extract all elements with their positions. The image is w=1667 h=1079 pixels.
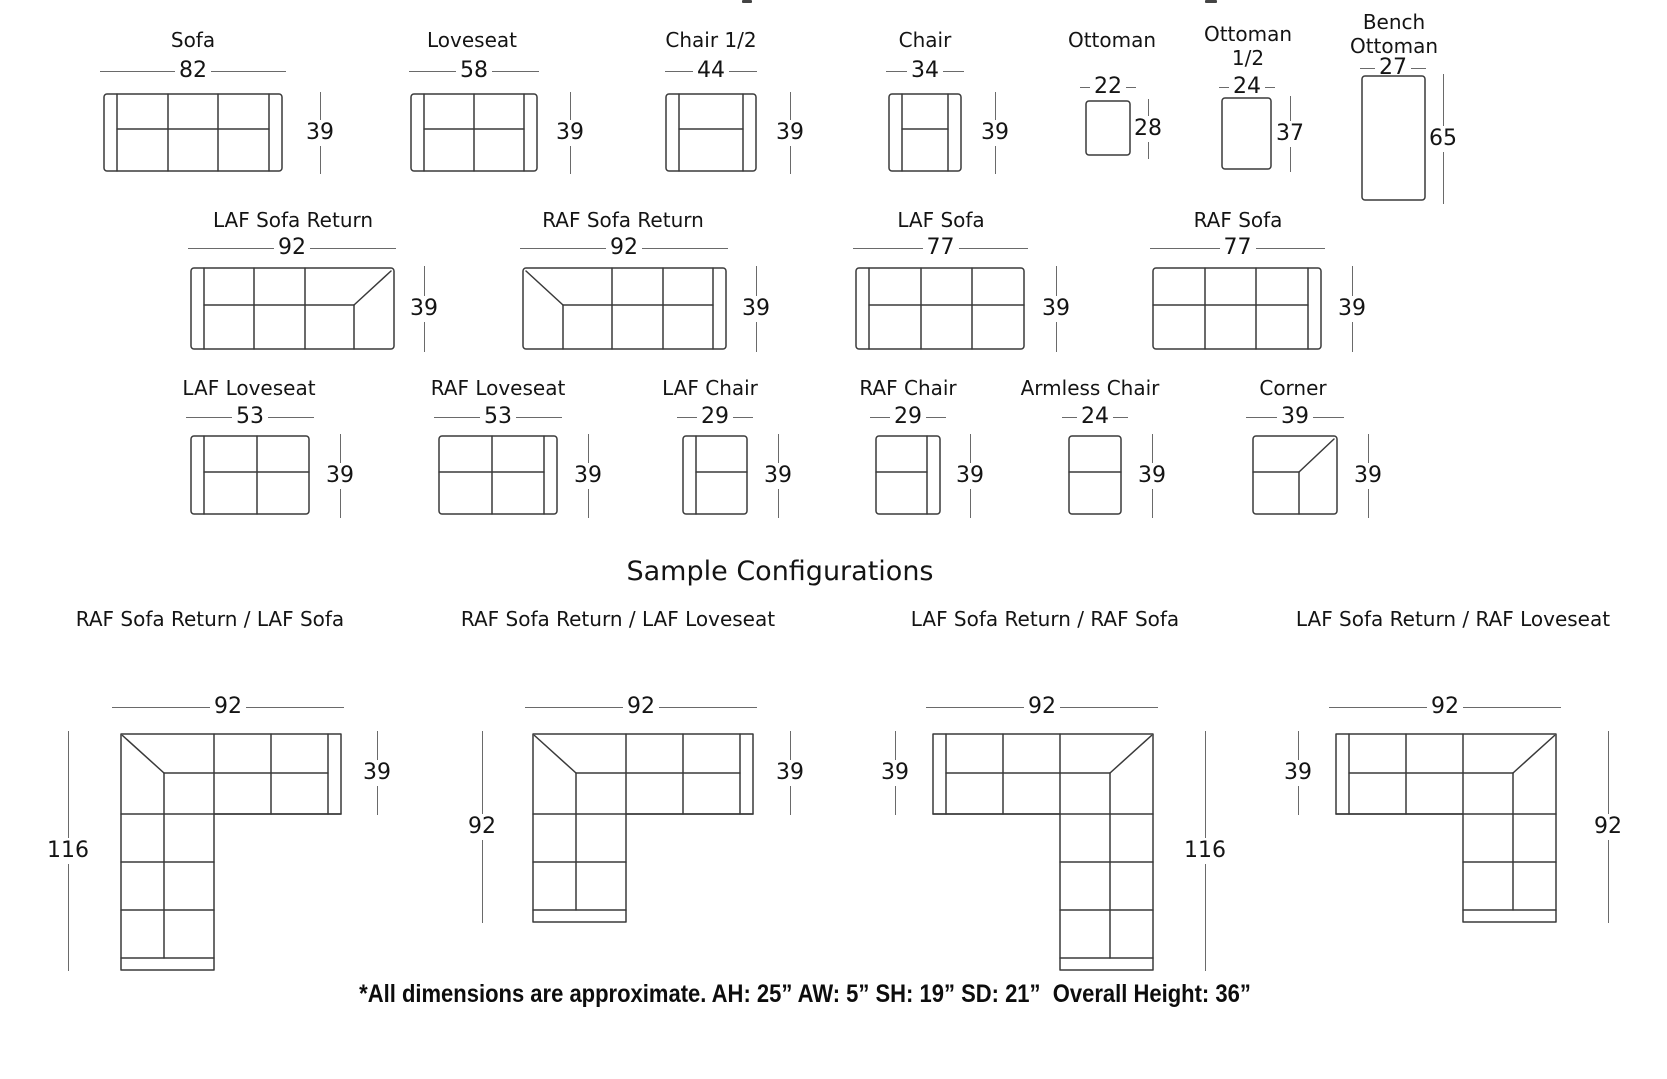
raf-sofa-return-top-view-diagram (522, 267, 727, 350)
width-value: 34 (911, 58, 939, 83)
width-value: 29 (894, 404, 922, 429)
clipped-title-fragment (1205, 0, 1217, 3)
width-value: 92 (278, 235, 306, 260)
piece-label: RAF Loveseat (430, 376, 566, 400)
piece-label: Ottoman (1067, 28, 1157, 52)
depth-value: 39 (574, 463, 602, 488)
sectional-config-diagram (532, 733, 754, 923)
depth-dimension (1354, 434, 1382, 518)
depth-dimension (742, 266, 770, 352)
laf-sofa-return-top-view-diagram (190, 267, 395, 350)
depth-value: 28 (1134, 116, 1162, 141)
overall-height-dimension (47, 731, 89, 971)
overall-width-dimension (112, 696, 344, 718)
width-dimension (677, 406, 753, 428)
piece-label: Sofa (170, 28, 216, 52)
width-value: 77 (1223, 235, 1252, 260)
overall-width-dimension (525, 696, 757, 718)
depth-dimension (574, 434, 602, 518)
piece-label: RAF Sofa Return (542, 208, 704, 232)
depth-dimension (1284, 731, 1312, 815)
overall-width-value: 92 (214, 694, 242, 719)
width-value: 39 (1281, 404, 1309, 429)
depth-value: 37 (1276, 121, 1304, 146)
depth-value: 65 (1429, 126, 1457, 151)
armless-chair-top-view-diagram (1068, 435, 1122, 515)
ottoman-top-view-diagram (1085, 100, 1131, 156)
width-value: 27 (1379, 55, 1407, 80)
chair-top-view-diagram (888, 93, 962, 172)
overall-width-value: 92 (1431, 694, 1459, 719)
loveseat-top-view-diagram (410, 93, 538, 172)
width-dimension (1219, 76, 1275, 98)
piece-label: Chair (898, 28, 952, 52)
depth-value: 39 (956, 463, 984, 488)
overall-height-value: 116 (47, 838, 89, 863)
piece-label: Bench Ottoman (1349, 10, 1439, 58)
depth-dimension (410, 266, 438, 352)
depth-value: 39 (326, 463, 354, 488)
width-value: 24 (1233, 74, 1261, 99)
config-label: LAF Sofa Return / RAF Loveseat (1295, 607, 1611, 631)
width-value: 92 (610, 235, 638, 260)
raf-sofa-top-view-diagram (1152, 267, 1322, 350)
raf-chair-top-view-diagram (875, 435, 941, 515)
width-value: 44 (697, 58, 725, 83)
section-heading: Sample Configurations (626, 556, 934, 587)
width-dimension (1062, 406, 1128, 428)
depth-value: 39 (556, 120, 584, 145)
ottoman-half-top-view-diagram (1221, 97, 1272, 170)
depth-dimension (1338, 266, 1366, 352)
width-value: 82 (179, 58, 207, 83)
depth-dimension (1138, 434, 1166, 518)
width-dimension (853, 237, 1028, 259)
config-label: LAF Sofa Return / RAF Sofa (910, 607, 1180, 631)
overall-height-value: 116 (1184, 838, 1226, 863)
overall-width-dimension (1329, 696, 1561, 718)
width-dimension (434, 406, 562, 428)
depth-dimension (956, 434, 984, 518)
depth-dimension (326, 434, 354, 518)
depth-value: 39 (1284, 760, 1312, 785)
overall-width-value: 92 (627, 694, 655, 719)
depth-dimension (776, 92, 804, 174)
clipped-title-fragment (742, 0, 752, 3)
piece-label: Corner (1259, 376, 1327, 400)
corner-top-view-diagram (1252, 435, 1338, 515)
piece-label: LAF Chair (662, 376, 758, 400)
depth-value: 39 (776, 760, 804, 785)
depth-value: 39 (1138, 463, 1166, 488)
depth-value: 39 (764, 463, 792, 488)
overall-height-value: 92 (1594, 814, 1622, 839)
width-value: 22 (1094, 74, 1122, 99)
dimensions-footnote: *All dimensions are approximate. AH: 25” AW: 5” SH: 19” SD: 21” Overall Height: 36” (359, 980, 1251, 1008)
depth-dimension (363, 731, 391, 815)
width-dimension (1080, 76, 1136, 98)
depth-dimension (776, 731, 804, 815)
width-dimension (188, 237, 396, 259)
depth-dimension (556, 92, 584, 174)
width-dimension (1246, 406, 1344, 428)
piece-label: Ottoman 1/2 (1203, 22, 1293, 70)
piece-label: Loveseat (427, 28, 517, 52)
overall-height-dimension (1594, 731, 1622, 923)
laf-sofa-top-view-diagram (855, 267, 1025, 350)
width-dimension (100, 60, 286, 82)
depth-dimension (1429, 74, 1457, 204)
overall-height-dimension (468, 731, 496, 923)
depth-value: 39 (363, 760, 391, 785)
depth-value: 39 (881, 760, 909, 785)
width-value: 29 (701, 404, 729, 429)
piece-label: RAF Sofa (1193, 208, 1283, 232)
piece-label: Chair 1/2 (665, 28, 757, 52)
laf-loveseat-top-view-diagram (190, 435, 310, 515)
depth-value: 39 (306, 120, 334, 145)
raf-loveseat-top-view-diagram (438, 435, 558, 515)
sectional-config-diagram (932, 733, 1154, 971)
width-dimension (870, 406, 946, 428)
width-dimension (409, 60, 539, 82)
depth-value: 39 (742, 296, 770, 321)
width-value: 77 (926, 235, 955, 260)
depth-value: 39 (776, 120, 804, 145)
width-dimension (665, 60, 757, 82)
laf-chair-top-view-diagram (682, 435, 748, 515)
depth-dimension (881, 731, 909, 815)
piece-label: LAF Loveseat (182, 376, 316, 400)
piece-label: RAF Chair (859, 376, 957, 400)
depth-value: 39 (1042, 296, 1070, 321)
width-dimension (186, 406, 314, 428)
width-dimension (1150, 237, 1325, 259)
config-label: RAF Sofa Return / LAF Sofa (75, 607, 345, 631)
bench-ottoman-top-view-diagram (1361, 75, 1426, 201)
depth-dimension (981, 92, 1009, 174)
width-value: 53 (484, 404, 512, 429)
width-dimension (886, 60, 964, 82)
depth-dimension (1042, 266, 1070, 352)
depth-dimension (764, 434, 792, 518)
width-dimension (520, 237, 728, 259)
width-value: 53 (236, 404, 264, 429)
depth-value: 39 (981, 120, 1009, 145)
overall-width-dimension (926, 696, 1158, 718)
depth-dimension (1276, 96, 1304, 172)
piece-label: LAF Sofa Return (212, 208, 374, 232)
depth-value: 39 (410, 296, 438, 321)
overall-height-value: 92 (468, 814, 496, 839)
width-value: 58 (460, 58, 488, 83)
depth-value: 39 (1338, 296, 1366, 321)
sectional-config-diagram (1335, 733, 1557, 923)
depth-dimension (306, 92, 334, 174)
sectional-config-diagram (120, 733, 342, 971)
piece-label: LAF Sofa (897, 208, 985, 232)
chair-half-top-view-diagram (665, 93, 757, 172)
sofa-top-view-diagram (103, 93, 283, 172)
overall-width-value: 92 (1028, 694, 1056, 719)
overall-height-dimension (1184, 731, 1226, 971)
depth-dimension (1134, 99, 1162, 159)
piece-label: Armless Chair (1020, 376, 1160, 400)
depth-value: 39 (1354, 463, 1382, 488)
width-value: 24 (1081, 404, 1109, 429)
config-label: RAF Sofa Return / LAF Loveseat (460, 607, 776, 631)
